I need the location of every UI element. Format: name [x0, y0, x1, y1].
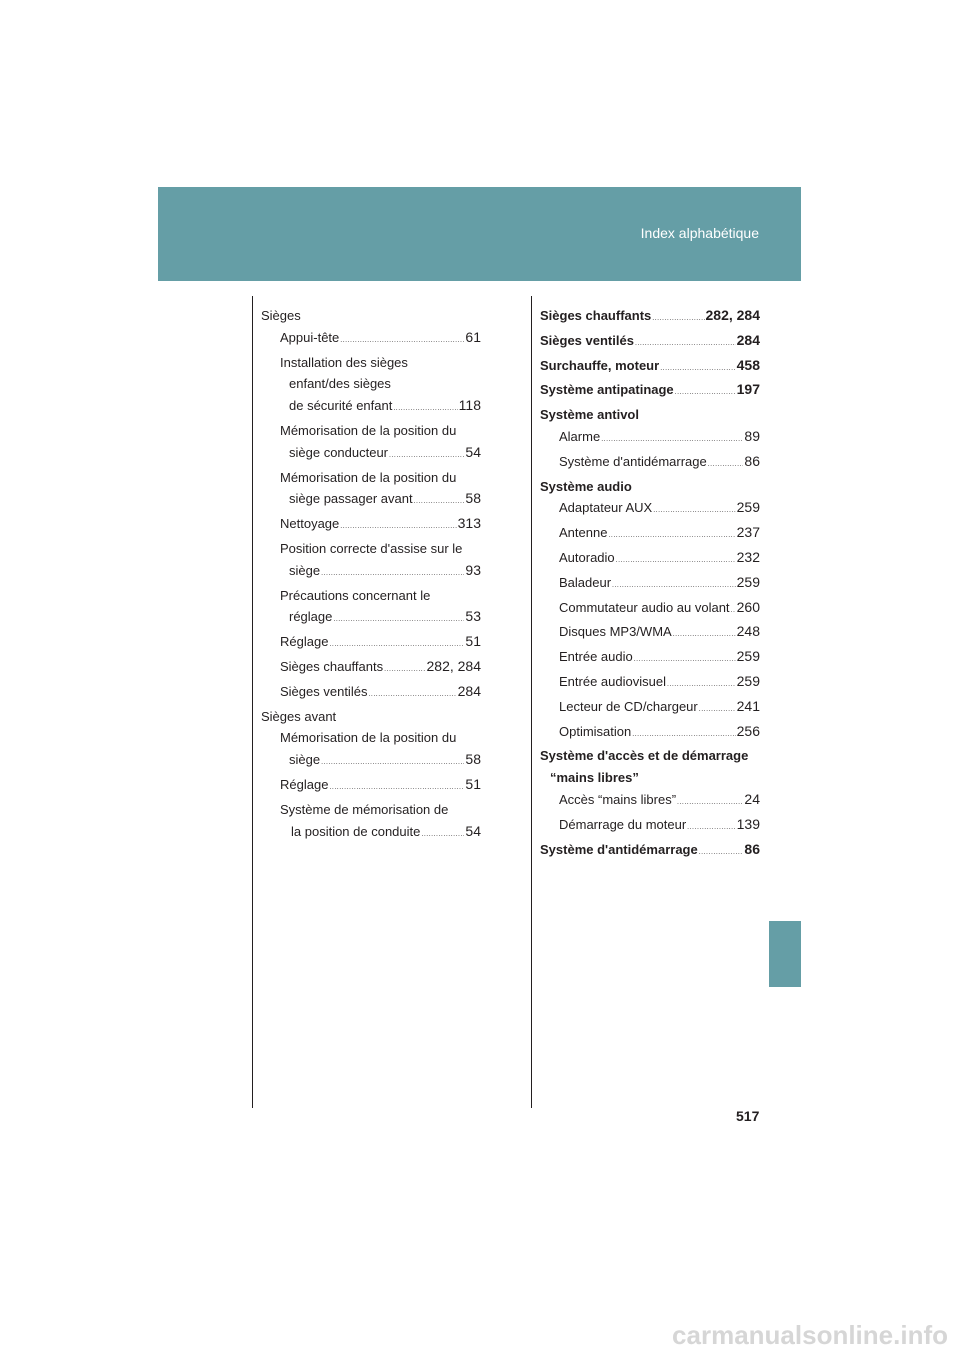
index-entry — [540, 671, 760, 696]
index-entry-page: 282, 284 — [426, 657, 481, 674]
index-entry — [540, 547, 760, 572]
index-entry-label: Système antivol — [540, 407, 639, 423]
leader-dots — [389, 445, 464, 467]
index-entry — [540, 767, 760, 789]
index-entry-label: Baladeur — [559, 574, 612, 590]
index-entry — [540, 476, 760, 498]
index-entry — [261, 538, 481, 560]
index-entry-page: 86 — [744, 452, 760, 469]
index-entry-page: 259 — [736, 499, 760, 516]
leader-dots — [677, 792, 743, 814]
index-entry — [261, 513, 481, 538]
index-entry-label: Système d'accès et de démarrage — [540, 748, 749, 764]
index-entry — [540, 522, 760, 547]
section-title: Index alphabétique — [640, 225, 759, 241]
leader-dots — [687, 817, 735, 839]
leader-dots — [340, 516, 456, 538]
leader-dots — [329, 777, 464, 799]
index-entry — [540, 330, 760, 355]
index-entry — [540, 839, 760, 864]
index-entry — [261, 352, 481, 374]
index-entry-page: 284 — [736, 331, 760, 348]
index-entry — [540, 597, 760, 622]
index-entry — [540, 426, 760, 451]
index-entry-page: 139 — [736, 815, 760, 832]
index-entry-label: Disques MP3/WMA — [559, 624, 672, 640]
index-entry — [261, 488, 481, 513]
page-number: 517 — [736, 1108, 760, 1124]
index-entry-page: 256 — [736, 722, 760, 739]
leader-dots — [699, 842, 744, 864]
index-entry — [261, 821, 481, 846]
index-entry-page: 51 — [465, 633, 481, 650]
leader-dots — [321, 752, 464, 774]
index-entry-page: 89 — [744, 427, 760, 444]
column-rule-right — [531, 296, 532, 1108]
index-entry-page: 24 — [744, 790, 760, 807]
index-entry-page: 118 — [458, 397, 481, 414]
index-entry — [261, 420, 481, 442]
index-entry-label: siège — [289, 562, 321, 578]
index-entry-label: de sécurité enfant — [289, 398, 393, 414]
index-entry-label: Réglage — [280, 776, 329, 792]
index-entry-label: la position de conduite — [291, 823, 421, 839]
index-entry-label: Réglage — [280, 634, 329, 650]
index-entry-page: 58 — [465, 751, 481, 768]
index-entry-label: Mémorisation de la position du — [280, 469, 457, 485]
leader-dots — [421, 824, 464, 846]
leader-dots — [368, 684, 456, 706]
index-entry — [540, 696, 760, 721]
index-entry-label: “mains libres” — [550, 770, 639, 786]
index-entry — [261, 656, 481, 681]
index-entry-page: 54 — [465, 443, 481, 460]
index-entry-label: Lecteur de CD/chargeur — [559, 698, 698, 714]
index-entry — [261, 681, 481, 706]
index-column-left — [261, 305, 481, 845]
leader-dots — [675, 382, 736, 404]
index-entry-label: Entrée audiovisuel — [559, 673, 666, 689]
index-entry — [540, 646, 760, 671]
index-entry-label: Entrée audio — [559, 649, 633, 665]
index-entry-label: Démarrage du moteur — [559, 816, 687, 832]
index-entry — [261, 305, 481, 327]
index-entry-label: Antenne — [559, 525, 608, 541]
index-entry — [540, 572, 760, 597]
index-entry — [540, 497, 760, 522]
index-entry — [261, 442, 481, 467]
page-header-band — [158, 187, 801, 281]
index-entry — [540, 355, 760, 380]
index-entry-label: réglage — [289, 609, 333, 625]
index-entry-label: Position correcte d'assise sur le — [280, 540, 463, 556]
index-entry-label: Système antipatinage — [540, 382, 674, 398]
index-entry-label: Surchauffe, moteur — [540, 357, 660, 373]
index-entry — [261, 606, 481, 631]
index-entry-label: siège — [289, 752, 321, 768]
index-entry — [261, 395, 481, 420]
index-entry — [261, 373, 481, 395]
leader-dots — [414, 491, 465, 513]
leader-dots — [329, 634, 464, 656]
index-entry-page: 259 — [736, 573, 760, 590]
index-entry-label: Système de mémorisation de — [280, 801, 449, 817]
index-entry — [540, 814, 760, 839]
index-entry — [540, 404, 760, 426]
index-entry — [261, 727, 481, 749]
index-entry — [261, 327, 481, 352]
index-entry — [261, 774, 481, 799]
leader-dots — [333, 609, 464, 631]
index-entry-page: 58 — [465, 490, 481, 507]
leader-dots — [731, 600, 736, 622]
column-rule-left — [252, 296, 253, 1108]
index-entry — [261, 799, 481, 821]
index-entry-label: Autoradio — [559, 549, 615, 565]
index-entry-page: 260 — [736, 598, 760, 615]
index-entry-label: Sièges avant — [261, 708, 337, 724]
index-entry-page: 282, 284 — [705, 307, 760, 323]
index-entry — [261, 560, 481, 585]
index-entry-label: Précautions concernant le — [280, 587, 431, 603]
index-entry-label: Installation des sièges — [280, 354, 408, 370]
index-entry — [261, 631, 481, 656]
index-entry-label: Sièges — [261, 308, 301, 323]
index-entry-label: Système audio — [540, 478, 632, 494]
index-entry-page: 53 — [465, 608, 481, 625]
index-entry-label: Nettoyage — [280, 516, 340, 532]
index-entry-page: 232 — [736, 548, 760, 565]
leader-dots — [616, 550, 736, 572]
index-entry — [540, 789, 760, 814]
index-entry-label: Sièges ventilés — [280, 683, 368, 699]
leader-dots — [340, 330, 464, 352]
index-entry-label: Mémorisation de la position du — [280, 422, 457, 438]
index-entry — [261, 467, 481, 489]
leader-dots — [601, 429, 743, 451]
index-entry — [540, 721, 760, 746]
leader-dots — [393, 398, 457, 420]
index-entry — [540, 745, 760, 767]
index-entry — [540, 451, 760, 476]
index-entry-page: 241 — [736, 697, 760, 714]
index-entry-label: enfant/des sièges — [289, 376, 391, 392]
index-entry-label: Accès “mains libres” — [559, 791, 677, 807]
index-entry-label: Sièges chauffants — [280, 658, 384, 674]
leader-dots — [653, 500, 735, 522]
index-entry-page: 284 — [457, 682, 481, 699]
watermark: carmanualsonline.info — [672, 1320, 948, 1350]
index-entry-page: 86 — [744, 840, 760, 857]
leader-dots — [321, 563, 464, 585]
chapter-tab — [769, 921, 801, 987]
index-entry-label: Sièges ventilés — [540, 332, 634, 348]
leader-dots — [708, 454, 744, 476]
leader-dots — [384, 659, 425, 681]
leader-dots — [652, 308, 704, 330]
index-column-right — [540, 305, 760, 863]
index-entry-label: siège conducteur — [289, 444, 389, 460]
index-entry-page: 259 — [736, 648, 760, 665]
index-entry-page: 313 — [457, 515, 481, 532]
index-entry-page: 93 — [465, 561, 481, 578]
index-entry-label: Adaptateur AUX — [559, 500, 653, 516]
leader-dots — [634, 649, 736, 671]
index-entry — [540, 621, 760, 646]
index-entry-page: 259 — [736, 672, 760, 689]
index-entry-label: Mémorisation de la position du — [280, 730, 457, 746]
index-entry — [261, 706, 481, 728]
leader-dots — [660, 358, 735, 380]
leader-dots — [699, 699, 736, 721]
leader-dots — [608, 525, 735, 547]
leader-dots — [673, 624, 736, 646]
index-entry-label: Système d'antidémarrage — [540, 841, 698, 857]
index-entry — [540, 379, 760, 404]
index-entry — [540, 305, 760, 330]
index-entry-page: 54 — [465, 822, 481, 839]
leader-dots — [635, 333, 736, 355]
index-entry-page: 197 — [736, 381, 760, 398]
index-entry-label: Alarme — [559, 428, 601, 444]
leader-dots — [667, 674, 736, 696]
index-entry-label: siège passager avant — [289, 491, 413, 507]
index-entry-label: Optimisation — [559, 723, 632, 739]
index-entry-page: 458 — [736, 356, 760, 373]
index-entry-label: Système d'antidémarrage — [559, 453, 707, 469]
index-entry-page: 61 — [465, 328, 481, 345]
index-entry-label: Appui-tête — [280, 329, 340, 345]
leader-dots — [632, 724, 735, 746]
index-entry — [261, 585, 481, 607]
index-entry-label: Commutateur audio au volant — [559, 599, 730, 615]
index-entry — [261, 749, 481, 774]
index-entry-label: Sièges chauffants — [540, 308, 652, 323]
index-entry-page: 248 — [736, 623, 760, 640]
index-entry-page: 237 — [736, 524, 760, 541]
index-entry-page: 51 — [465, 775, 481, 792]
leader-dots — [612, 575, 736, 597]
